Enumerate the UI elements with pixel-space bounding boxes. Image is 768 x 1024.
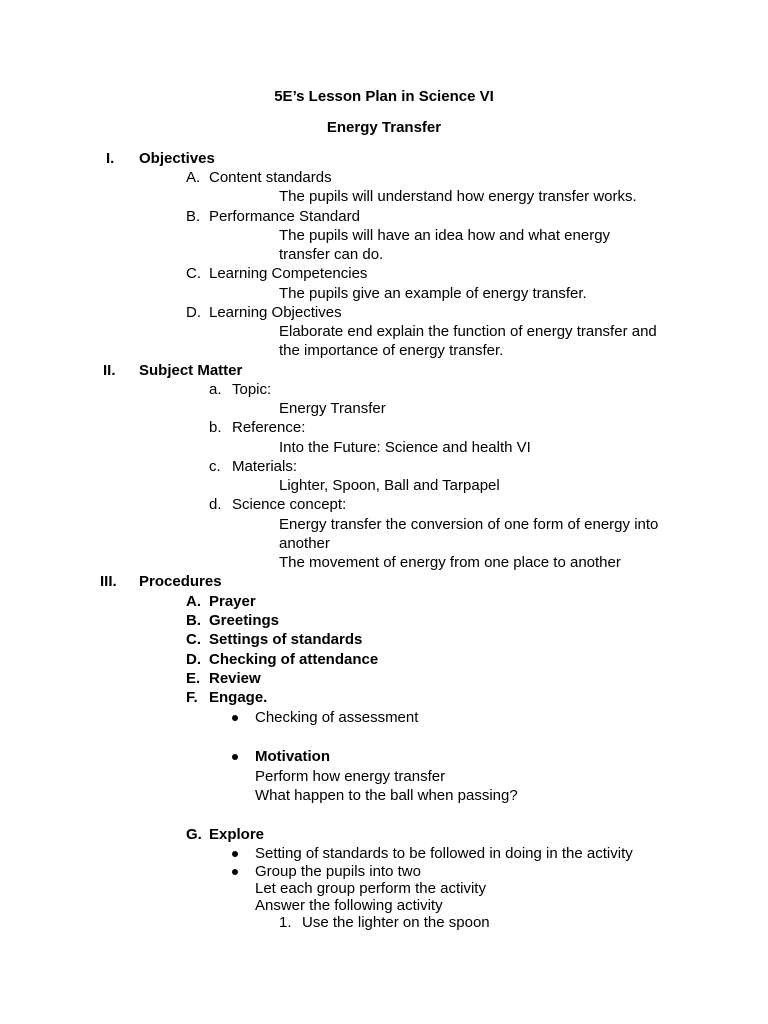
subject-label: Topic: [232,381,272,398]
step-label: Settings of standards [209,631,363,648]
section-heading-objectives: Objectives [139,150,215,167]
step-letter: B. [186,612,201,629]
section-numeral: II. [103,362,116,379]
subject-text: Energy Transfer [279,400,386,417]
step-label: Engage. [209,689,268,706]
step-letter: G. [186,826,202,843]
explore-text: Answer the following activity [255,897,443,914]
step-label-explore: Explore [209,826,265,843]
step-letter: F. [186,689,198,706]
document-title: 5E’s Lesson Plan in Science VI [274,88,494,105]
subject-text: another [279,535,330,552]
objective-label: Learning Competencies [209,265,368,282]
section-heading-subject-matter: Subject Matter [139,362,243,379]
list-letter: a. [209,381,222,398]
section-numeral: III. [100,573,117,590]
subject-text: Into the Future: Science and health VI [279,439,531,456]
list-letter: d. [209,496,222,513]
objective-text: the importance of energy transfer. [279,342,504,359]
explore-text: Let each group perform the activity [255,880,486,897]
objective-label: Learning Objectives [209,304,342,321]
numbered-item-number: 1. [279,914,292,931]
section-heading-procedures: Procedures [139,573,222,590]
subject-text: The movement of energy from one place to another [279,554,621,571]
bullet-icon [232,851,238,857]
subject-label: Science concept: [232,496,347,513]
subject-text: Lighter, Spoon, Ball and Tarpapel [279,477,500,494]
list-letter: c. [209,458,221,475]
objective-text: Elaborate end explain the function of energy transfer and [279,323,657,340]
step-letter: A. [186,593,201,610]
objective-text: The pupils will have an idea how and what energy [279,227,611,244]
step-label: Prayer [209,593,256,610]
explore-bullet: Setting of standards to be followed in doing in the activity [255,845,633,862]
list-letter: A. [186,169,201,186]
objective-text: The pupils will understand how energy transfer works. [279,188,637,205]
bullet-icon [232,869,238,875]
list-letter: b. [209,419,222,436]
numbered-item-text: Use the lighter on the spoon [302,914,490,931]
objective-label: Performance Standard [209,208,360,225]
motivation-label: Motivation [255,748,330,765]
step-letter: E. [186,670,201,687]
bullet-icon [232,754,238,760]
objective-label: Content standards [209,169,332,186]
list-letter: B. [186,208,201,225]
document-subtitle: Energy Transfer [326,119,442,136]
subject-text: Energy transfer the conversion of one form of energy into [279,516,659,533]
section-numeral: I. [106,150,115,167]
step-letter: D. [186,651,201,668]
objective-text: transfer can do. [279,246,384,263]
explore-bullet: Group the pupils into two [255,863,421,880]
motivation-text: Perform how energy transfer [255,768,446,785]
step-label: Greetings [209,612,280,629]
step-letter: C. [186,631,201,648]
subject-label: Materials: [232,458,298,475]
subject-label: Reference: [232,419,306,436]
motivation-text: What happen to the ball when passing? [255,787,518,804]
step-label: Checking of attendance [209,651,379,668]
bullet-icon [232,715,238,721]
list-letter: C. [186,265,201,282]
list-letter: D. [186,304,201,321]
objective-text: The pupils give an example of energy transfer. [279,285,587,302]
engage-bullet: Checking of assessment [255,709,419,726]
step-label: Review [209,670,261,687]
